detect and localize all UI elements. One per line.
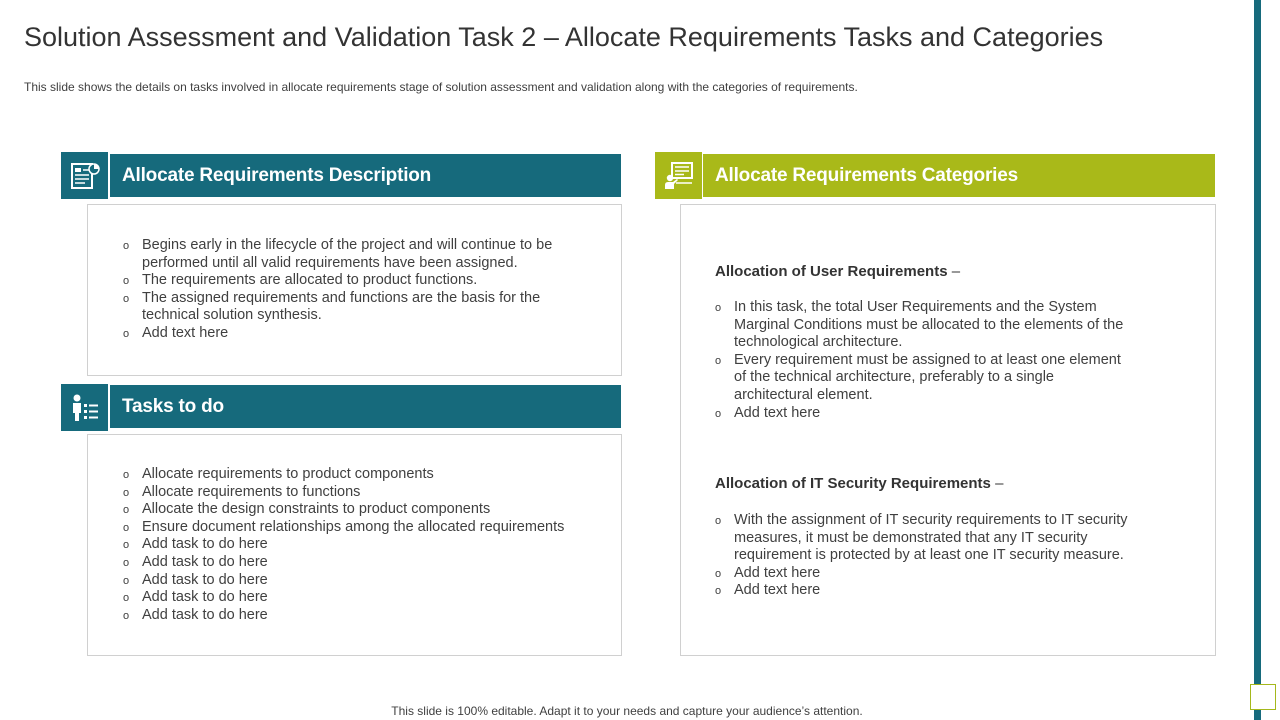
categories-header: Allocate Requirements Categories	[703, 154, 1215, 197]
description-item: o Add text here	[123, 325, 563, 343]
person-checklist-icon	[61, 384, 108, 431]
user-requirements-dash: –	[951, 263, 961, 280]
user-requirements-title: Allocation of User Requirements –	[715, 263, 961, 280]
description-list	[123, 237, 563, 343]
document-chart-icon	[61, 152, 108, 199]
page-subtitle: This slide shows the details on tasks involved in allocate requirements stage of solution assessment and validation along with the categories of requirements.	[24, 80, 858, 94]
tasks-panel	[87, 434, 622, 656]
tasks-list	[123, 466, 603, 624]
security-requirements-dash: –	[995, 475, 1004, 492]
task-item: o Add task to do here	[123, 589, 603, 607]
user-requirement-item: o In this task, the total User Requirements and the System Marginal Conditions must be allocated to the elements of the technological architecture.	[715, 299, 1135, 352]
description-item: o The requirements are allocated to product functions.	[123, 272, 563, 290]
security-requirements-list	[715, 512, 1145, 600]
right-accent-bar	[1254, 0, 1261, 720]
description-header: Allocate Requirements Description	[110, 154, 621, 197]
footer-note: This slide is 100% editable. Adapt it to your needs and capture your audience’s attention.	[391, 704, 863, 718]
presenter-board-icon	[655, 152, 702, 199]
task-item: o Allocate the design constraints to product components	[123, 501, 603, 519]
task-item: o Add task to do here	[123, 572, 603, 590]
user-requirements-list	[715, 299, 1135, 422]
description-panel	[87, 204, 622, 376]
task-item: o Add task to do here	[123, 607, 603, 625]
page-title: Solution Assessment and Validation Task 2 – Allocate Requirements Tasks and Categories	[24, 22, 1104, 52]
tasks-header: Tasks to do	[110, 385, 621, 428]
task-item: o Add task to do here	[123, 536, 603, 554]
description-item: o The assigned requirements and functions are the basis for the technical solution synthesis.	[123, 290, 563, 325]
task-item: o Allocate requirements to functions	[123, 484, 603, 502]
user-requirement-item: o Add text here	[715, 405, 1135, 423]
security-requirement-item: o Add text here	[715, 582, 1145, 600]
corner-marker	[1250, 684, 1276, 710]
user-requirement-item: o Every requirement must be assigned to at least one element of the technical architecture, preferably to a single architectural element.	[715, 352, 1135, 405]
task-item: o Ensure document relationships among the allocated requirements	[123, 519, 603, 537]
security-requirements-title: Allocation of IT Security Requirements –	[715, 475, 1004, 492]
task-item: o Add task to do here	[123, 554, 603, 572]
task-item: o Allocate requirements to product components	[123, 466, 603, 484]
security-requirement-item: o With the assignment of IT security requirements to IT security measures, it must be demonstrated that any IT security requirement is protected by at least one IT security measure.	[715, 512, 1145, 565]
categories-panel	[680, 204, 1216, 656]
security-requirement-item: o Add text here	[715, 565, 1145, 583]
description-item: o Begins early in the lifecycle of the project and will continue to be performed until all valid requirements have been assigned.	[123, 237, 563, 272]
